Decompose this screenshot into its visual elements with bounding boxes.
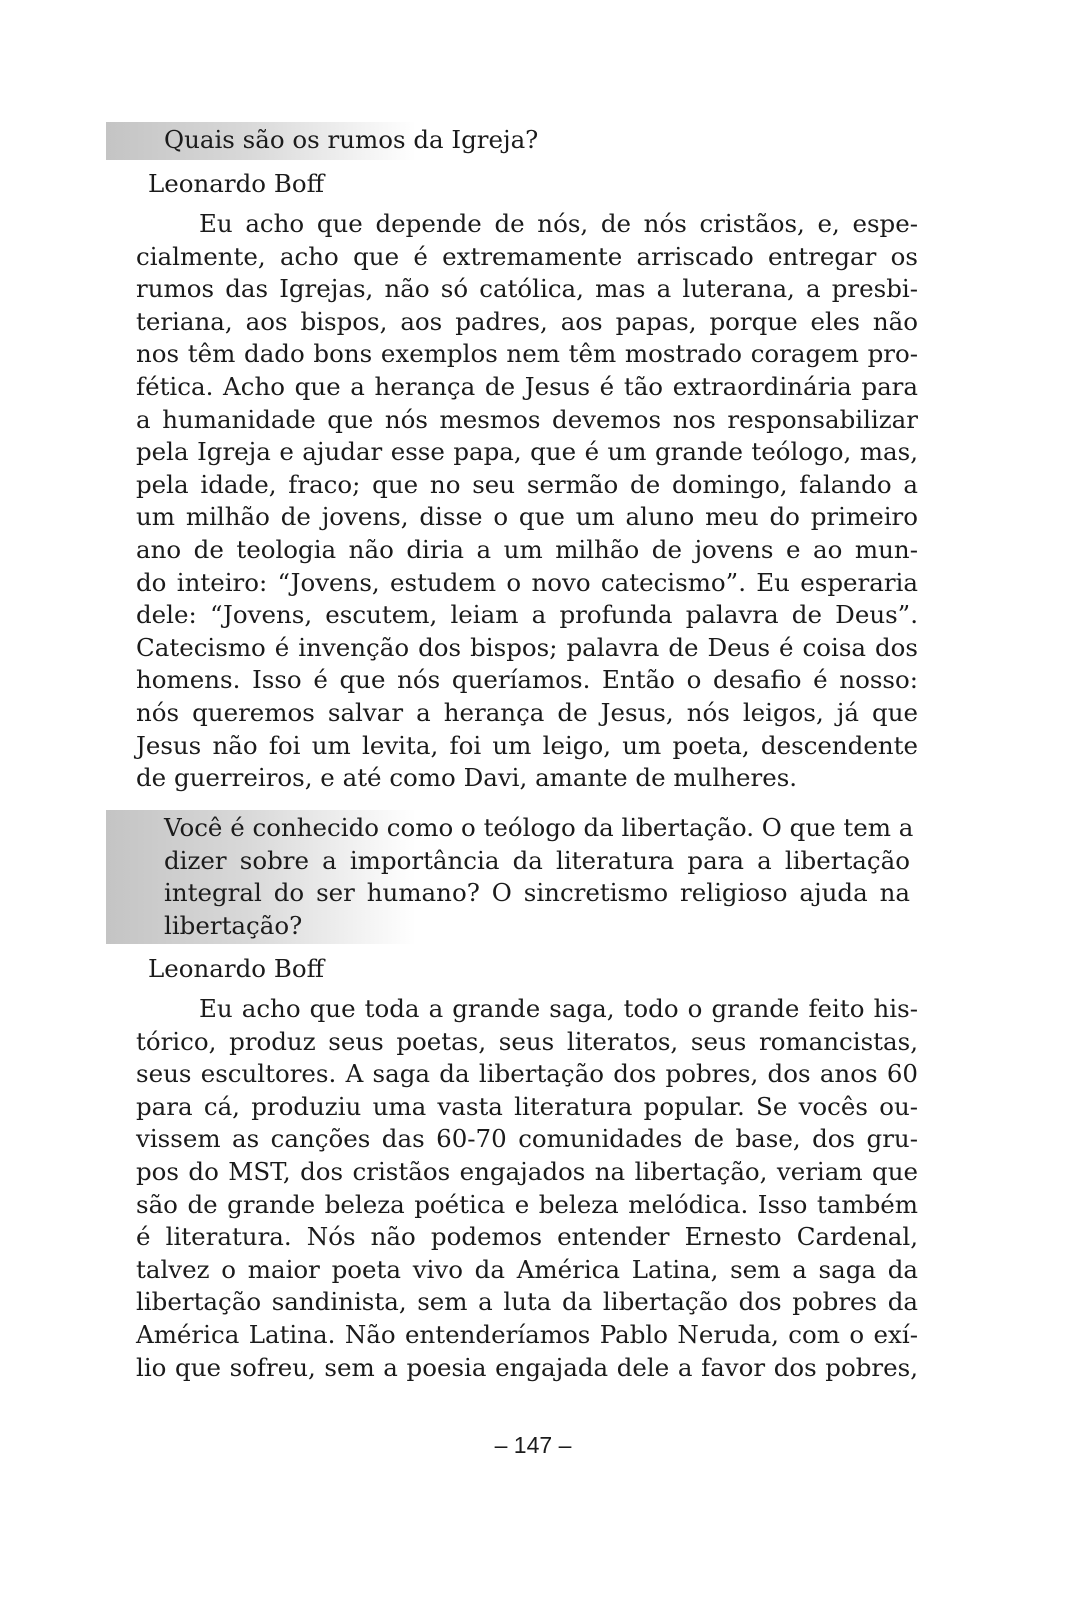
answer-line: rumos das Igrejas, não só católica, mas a luterana, a presbi- (136, 274, 918, 304)
answer-line: ano de teologia não diria a um milhão de jovens e ao mun- (136, 534, 918, 564)
answer-line: nós queremos salvar a herança de Jesus, nós leigos, já que (136, 697, 918, 727)
question-1 (164, 124, 910, 157)
question-line: Quais são os rumos da Igreja? (164, 125, 539, 154)
speaker-name: Leonardo Boff (148, 169, 324, 198)
answer-line: vissem as canções das 60-70 comunidades de base, dos gru- (136, 1124, 918, 1154)
answer-2 (136, 993, 918, 1384)
answer-line: tórico, produz seus poetas, seus literatos, seus romancistas, (136, 1026, 918, 1056)
answer-line: Jesus não foi um levita, foi um leigo, um poeta, descendente (136, 730, 918, 760)
answer-line: Eu acho que toda a grande saga, todo o grande feito his- (199, 994, 918, 1023)
page-number: – 147 – (494, 1432, 572, 1458)
question-line: libertação? (164, 910, 303, 940)
answer-line: a humanidade que nós mesmos devemos nos responsabilizar (136, 404, 918, 434)
answer-line: pela idade, fraco; que no seu sermão de domingo, falando a (136, 469, 918, 499)
answer-line: seus escultores. A saga da libertação dos pobres, dos anos 60 (136, 1059, 918, 1089)
question-line: dizer sobre a importância da literatura para a libertação (164, 845, 910, 875)
answer-line: do inteiro: “Jovens, estudem o novo catecismo”. Eu esperaria (136, 567, 918, 597)
answer-line: pela Igreja e ajudar esse papa, que é um grande teólogo, mas, (136, 437, 918, 467)
question-line: integral do ser humano? O sincretismo religioso ajuda na (164, 878, 910, 908)
answer-line: para cá, produziu uma vasta literatura popular. Se vocês ou- (136, 1091, 918, 1121)
answer-line: teriana, aos bispos, aos padres, aos papas, porque eles não (136, 306, 918, 336)
answer-1 (136, 208, 918, 795)
answer-line: fética. Acho que a herança de Jesus é tão extraordinária para (136, 371, 918, 401)
answer-line: cialmente, acho que é extremamente arriscado entregar os (136, 241, 918, 271)
answer-line: homens. Isso é que nós queríamos. Então o desafio é nosso: (136, 665, 918, 695)
answer-line: um milhão de jovens, disse o que um aluno meu do primeiro (136, 502, 918, 532)
answer-line: dele: “Jovens, escutem, leiam a profunda palavra de Deus”. (136, 600, 918, 630)
answer-line: libertação sandinista, sem a luta da libertação dos pobres da (136, 1287, 918, 1317)
answer-line: Catecismo é invenção dos bispos; palavra de Deus é coisa dos (136, 632, 918, 662)
answer-line: lio que sofreu, sem a poesia engajada dele a favor dos pobres, (136, 1352, 918, 1382)
answer-line: Eu acho que depende de nós, de nós cristãos, e, espe- (199, 209, 918, 238)
answer-line: de guerreiros, e até como Davi, amante de mulheres. (136, 763, 798, 793)
question-line: Você é conhecido como o teólogo da libertação. O que tem a (164, 813, 914, 842)
answer-line: talvez o maior poeta vivo da América Latina, sem a saga da (136, 1254, 918, 1284)
question-2 (164, 812, 914, 942)
answer-line: pos do MST, dos cristãos engajados na libertação, veriam que (136, 1156, 918, 1186)
answer-line: é literatura. Nós não podemos entender Ernesto Cardenal, (136, 1222, 918, 1252)
speaker-name: Leonardo Boff (148, 954, 324, 983)
answer-line: América Latina. Não entenderíamos Pablo Neruda, com o exí- (136, 1319, 918, 1349)
answer-line: são de grande beleza poética e beleza melódica. Isso também (136, 1189, 918, 1219)
answer-line: nos têm dado bons exemplos nem têm mostrado coragem pro- (136, 339, 918, 369)
